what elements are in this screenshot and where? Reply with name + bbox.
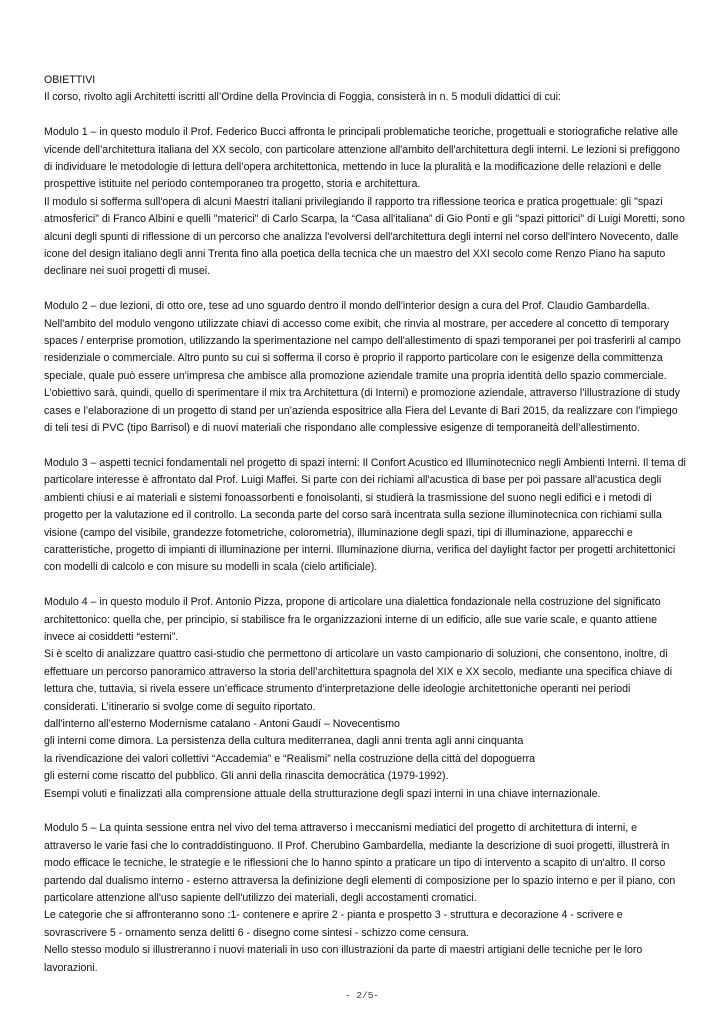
modulo-4-item: Esempi voluti e finalizzati alla comprensione attuale della strutturazione degli spazi interni in una chiave internazionale.: [44, 787, 601, 800]
modulo-4-item: dall'interno all’esterno Modernisme catalano - Antoni Gaudí – Novecentismo: [44, 717, 400, 730]
modulo-5-paragraph-2: Le categorie che si affronteranno sono :1- contenere e aprire 2 - pianta e prospetto 3 - struttura e decorazione 4 - scrivere e sovrascrivere 5 - ornamento senza delitti 6 - disegno come sintesi - schizzo come censura.: [44, 909, 623, 939]
modulo-4-item: la rivendicazione dei valori collettivi “Accademia” e “Realismi” nella costruzione della città del dopoguerra: [44, 752, 536, 765]
section-heading: OBIETTIVI: [44, 74, 96, 86]
modulo-4-paragraph-2: Si è scelto di analizzare quattro casi-studio che permettono di articolare un vasto campionario di soluzioni, che consentono, inoltre, di effettuare un percorso panoramico attraverso la storia dell’architettura spagnola del XIX e XX secolo, mediante una specifica chiave di lettura che, tuttavia, si rivela essere un’efficace strumento d’interpretazione delle ideologie architettoniche operanti nei periodi considerati. L’itinerario si svolge come di seguito riportato.: [44, 648, 673, 713]
modulo-1-paragraph-2: Il modulo si sofferma sull'opera di alcuni Maestri italiani privilegiando il rapporto tra riflessione teorica e pratica progettuale: gli "spazi atmosferici" di Franco Albini e quelli "materici" di Carlo Scarpa, la “Casa all'italiana” di Gio Ponti e gli "spazi pittorici" di Luigi Moretti, sono alcuni degli spunti di riflessione di un percorso che analizza l'evolversi dell'architettura degli interni nel corso dell'intero Novecento, dalle icone del design italiano degli anni Trenta fino alla poetica della tecnica che un maestro del XXI secolo come Renzo Piano ha saputo declinare nei suoi progetti di musei.: [44, 195, 685, 278]
modulo-4-paragraph: Modulo 4 – in questo modulo il Prof. Antonio Pizza, propone di articolare una dialettica fondazionale nella costruzione del significato architettonico: quella che, per principio, si stabilisce fra le organizzazioni interne di un edificio, alle sue varie scale, e quanto attiene invece ai cosiddetti “esterni”.: [44, 596, 661, 643]
modulo-5-paragraph-3: Nello stesso modulo si illustreranno i nuovi materiali in uso con illustrazioni da parte di maestri artigiani delle tecniche per le loro lavorazioni.: [44, 944, 643, 974]
modulo-1-paragraph: Modulo 1 – in questo modulo il Prof. Federico Bucci affronta le principali problematiche teoriche, progettuali e storiografiche relative alle vicende dell’architettura italiana del XX secolo, con particolare attenzione all'ambito dell'architettura degli interni. Le lezioni si prefiggono di individuare le metodologie di lettura dell’opera architettonica, mettendo in luce la pluralità e la modificazione delle relazioni e delle prospettive istituite nel periodo contemporaneo tra progetto, storia e architettura.: [44, 126, 680, 191]
modulo-2-paragraph: Modulo 2 – due lezioni, di otto ore, tese ad uno sguardo dentro il mondo dell'interior design a cura del Prof. Claudio Gambardella. Nell'ambito del modulo vengono utilizzate chiavi di accesso come exibit, che rinvia al mostrare, per accedere al concetto di temporary spaces / enterprise promotion, utilizzando la sperimentazione nel campo dell'allestimento di spazi temporanei per poi trasferirli al campo residenziale o commerciale. Altro punto su cui si sofferma il corso è proprio il rapporto particolare con le esigenze della committenza speciale, quale può essere un'impresa che ambisce alla promozione aziendale tramite una propria identità dello spazio commerciale. L’obiettivo sarà, quindi, quello di sperimentare il mix tra Architettura (di Interni) e promozione aziendale, attraverso l’illustrazione di study cases e l’elaborazione di un progetto di stand per un’azienda espositrice alla Fiera del Levante di Bari 2015, da realizzare con l’impiego di teli tesi di PVC (tipo Barrisol) e di nuovi materiali che rispondano alle complessive esigenze di temporaneità dell’allestimento.: [44, 300, 681, 435]
document-body: [44, 72, 686, 977]
intro-paragraph: Il corso, rivolto agli Architetti iscritti all’Ordine della Provincia di Foggia, consisterà in n. 5 moduli didattici di cui:: [44, 91, 561, 104]
page-number: - 2/5-: [344, 990, 380, 1001]
modulo-4-item: gli interni come dimora. La persistenza della cultura mediterranea, dagli anni trenta agli anni cinquanta: [44, 735, 524, 748]
modulo-5-paragraph: Modulo 5 – La quinta sessione entra nel vivo del tema attraverso i meccanismi mediatici del progetto di architettura di interni, e attraverso le varie fasi che lo contraddistinguono. Il Prof. Cherubino Gambardella, mediante la descrizione di suoi progetti, illustrerà in modo efficace le tecniche, le strategie e le riflessioni che lo hanno spinto a praticare un tipo di intervento a scapito di un'altro. Il corso partendo dal dualismo interno - esterno attraversa la definizione degli elementi di composizione per lo spazio interno e per il piano, con particolare attenzione all'uso sapiente dell'utilizzo dei materiali, degli accostamenti cromatici.: [44, 822, 676, 905]
modulo-3-paragraph: Modulo 3 – aspetti tecnici fondamentali nel progetto di spazi interni: Il Confort Acustico ed Illuminotecnico negli Ambienti Interni. Il tema di particolare interesse è affrontato dal Prof. Luigi Maffei. Si parte con dei richiami all'acustica di base per poi passare all'acustica degli ambienti chiusi e ai materiali e sistemi fonoassorbenti e fonoisolanti, si studierà la trasmissione del suono negli edifici e i metodi di progetto per la valutazione ed il controllo. La seconda parte del corso sarà incentrata sulla sezione illuminotecnica con richiami sulla visione (campo del visibile, grandezze fotometriche, colorometria), illuminazione degli spazi, tipi di illuminazione, apparecchi e caratteristiche, progetto di impianti di illuminazione per interni. Illuminazione diurna, verifica del daylight factor per progetti architettonici con modelli di calcolo e con misure su modelli in scala (cielo artificiale).: [44, 456, 686, 574]
modulo-4-item: gli esterni come riscatto del pubblico. Gli anni della rinascita democrática (1979-1992).: [44, 770, 449, 783]
